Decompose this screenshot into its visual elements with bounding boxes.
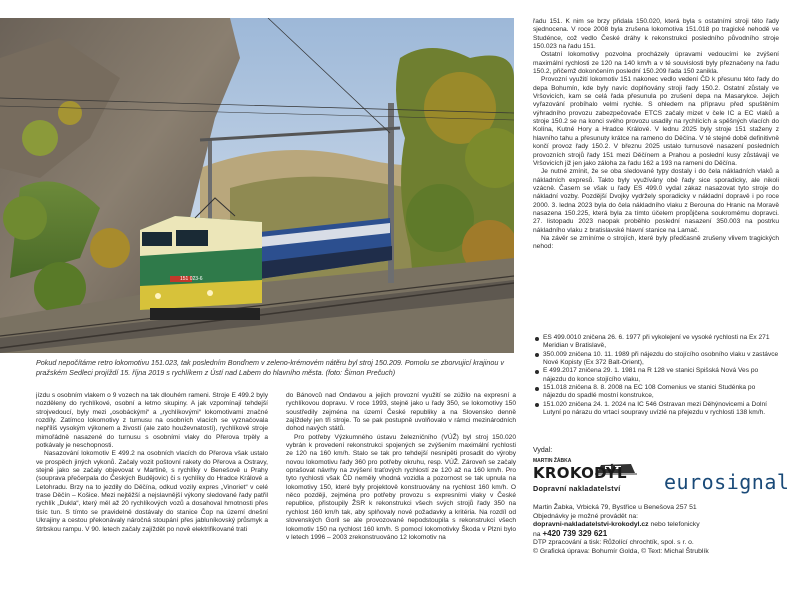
list-item: 151.020 zničena 24. 1. 2024 na IC 546 Ostravan mezi Děhýnovicemi a Dolní Lutyní po nárazu do vrtací soupravy uvízlé na přejezdu v rychlosti 138 km/h. bbox=[533, 401, 779, 418]
logo-small-text: MARTIN ŽÁBKA bbox=[533, 458, 572, 464]
publisher-phone[interactable]: +420 739 329 621 bbox=[542, 528, 608, 538]
order-info: Objednávky je možné provádět na: bbox=[533, 512, 639, 520]
publisher-label: Vydal: bbox=[533, 447, 553, 454]
paragraph: Ostatní lokomotivy pozvolna procházely úpravami vedoucími ke zvýšení maximální rychlosti ze 120 na 140 km/h a v té souvislosti byly přeznačeny na řadu 150.2, přičemž dokončením poslední 150.209 řada 150 zanikla. bbox=[533, 51, 779, 76]
paragraph: řadu 151. K nim se brzy přidala 150.020, která byla s ostatními stroji této řady sjednocena. V roce 2008 byla zrušena lokomotiva 151.018 po tragické nehodě ve Studénce, což vedlo České dráhy k rekonstrukci posledního původního stroje 150.023 na řadu 151. bbox=[533, 18, 779, 51]
publisher-address: Martin Žabka, Vrbická 79, Bystřice u Benešova 257 51 bbox=[533, 504, 697, 511]
article-column-2 bbox=[286, 392, 516, 584]
accident-list bbox=[533, 334, 779, 417]
photo-locomotive-train bbox=[0, 18, 514, 353]
paragraph: Nasazování lokomotiv E 499.2 na osobních vlacích do Přerova však ustalo ve prospěch jiných vykonů. Začaly vozit poštovní rakety do Přerova a Ostravy, stejně jako se začaly objevovat v Martině, s rychlíky v Benešově u Prahy (souprava přečerpala do Českých Budějovic) či s rychlíky do Hradce Králové a Letohradu. Brzy na to jezdily do Děčína, odkud vozily expres „Vinoriet“ v celé trase Děčín – Košice. Mezi nejtěžší a nejslavnější výkony sledované řady patřil rychlík „Dukla“, který měl až 20 rychlíkových vozů a dosahoval hmotnosti přes tisíc tun. S tímto se pravidelně dostávaly do stanice Čop na území dnešní Ukrajiny a cestou překonávaly náročná stoupání přes jabluníkovský průsmyk a štrbskou rampu. V 90. letech začaly zajíždět po nově elektrifikované trati bbox=[36, 450, 268, 533]
list-item: 350.009 zničena 10. 11. 1989 při nájezdu do stojícího osobního vlaku v zastávce Nové Kopisty (Ex 372 Balt-Orient), bbox=[533, 351, 779, 368]
logo-sub-text: Dopravní nakladatelství bbox=[533, 484, 621, 493]
paragraph: do Bánovců nad Ondavou a jejich provozní využití se zúžilo na expresní a rychlíkovou dopravu. V roce 1993, stejně jako u řady 350, se lokomotivy 150 soustředily zejména na území České republiky a na Slovensko denně zajíždely jen tři stroje. To se pak postupně uvolňovalo v rámci mezinárodních dohod navých států. bbox=[286, 392, 516, 433]
krokodyl-logo bbox=[533, 458, 641, 496]
paragraph: Na závěr se zmíníme o strojích, které byly předčasně zrušeny vlivem tragických nehod: bbox=[533, 234, 779, 251]
photo-image bbox=[0, 18, 514, 353]
eurosignal-logo: eurosignal bbox=[664, 470, 790, 494]
article-column-1 bbox=[36, 392, 268, 584]
locomotive-number-plate: 151 023-6 bbox=[180, 276, 203, 282]
article-column-3 bbox=[533, 18, 779, 336]
publisher-email[interactable]: dopravni-nakladatelstvi-krokodyl.cz bbox=[533, 521, 649, 529]
paragraph: Provozní využití lokomotiv 151 nakonec vedlo vedení ČD k přesunu této řady do depa Bohumín, kde byly navíc doplňovány stroji řady 150.2. Ostatní zůstaly ve Vršovicích, kam se celá řada přesunula po zrušení depa na Masarykce. Jejich vyřazování probíhalo velmi rychle. S ohledem na přípravu před spuštěním výhradního provozu zabezpečovače ETCS začaly mizet v čele IC a EC vlaků a stroje 150.2 se na konci svého provozu usadily na rychlících a spěšných vlacích do Kolína, Kutné Hory a Hradce Králové. V lednu 2025 byly stroje 151 staženy z hlavního tahu a přesunuty krátce na rameno do Děčína. V té stejné době definitivně končí provoz řady 150.2. V březnu 2025 ustalo turnusové nasazení posledních provozních strojů řady 151 mezi Děčínem a Prahou a poslední kusy zůstávají ve Vršovicích již jen jako záloha za řadu 162 a 193 na rameni do Děčína. bbox=[533, 76, 779, 167]
dtp-info: DTP zpracování a tisk: Růžolící chrochtík, spol. s r. o. bbox=[533, 539, 694, 547]
phone-label: na bbox=[533, 530, 541, 538]
paragraph: Pro potřeby Výzkumného ústavu železničního (VÚŽ) byl stroj 150.020 vybrán k provedení rekonstrukci spojených se zvýšením maximální rychlosti ze 120 na 160 km/h. Stalo se tak pro tehdejší nesnipěti prosadit do výroby novou lokomotivu řady 360 pro potřeby okruhu, resp. VÚŽ. Zároveň se začaly oprašovat návrhy na zvýšení traťových rychlostí ze 120 až na 160 km/h. Pro tyto rychlosti však ČD neměly vhodná vozidla a pozornost se tak upnula na lokomotivy 150, které byly projektově konstruovány na rychlost 160 km/h. O něco později, zejména pro potřeby provozu s expresními vlaky v České republice, přistoupily ŽSR k rekonstrukci všech svých strojů řady 350 na rychlost 160 km/h tak, aby splňovaly nové požadavky a kritéria. Na rozdíl od slovenských Goril se ale provozované nepodstoupila s rekonstrukcí všech lokomotiv 150 na rychlost 160 km/h. S pomocí lokomotivky Škoda v Plzni bylo v letech 1996 – 2003 zrekonstruováno 12 lokomotiv na bbox=[286, 433, 516, 541]
publisher-info bbox=[533, 504, 793, 557]
logo-main-text: KROKODÝL bbox=[533, 464, 627, 482]
photo-caption: Pokud nepočítáme retro lokomotivu 151.023, tak posledním Bonďnem v zeleno-krémovém nátěru byl stroj 150.209. Pomolu se zborvujicí krajinou v pražském Sedleci projíždí 15. října 2019 s rychlíkem z Ústí nad Labem do hlavního města. (foto: Šimon Prečuch) bbox=[36, 358, 504, 377]
list-item: 151.018 zničena 8. 8. 2008 na EC 108 Comenius ve stanici Studénka po nájezdu do spadlé mostní konstrukce, bbox=[533, 384, 779, 401]
paragraph: Je nutné zmínit, že se oba sledované typy dostaly i do čela nákladních vlaků a nákladních expresů. Takto byly využívány obě řady sice sporadicky, ale nikoli vzácně. Časem se však u řady ES 499.0 vydal zákaz nasazovat tyto stroje do nákladní vozby. Pozdější Dvojky vydržely sporadicky v nákladní dopravě i po roce 2000. 3. ledna 2023 byla do čela nákladního vlaku z Berouna do Hranic na Moravě nasazena 150.225, která byla za tímto účelem propůjčena soukromému dopravci. 27. listopadu 2023 naopak proběhlo poslední nasazení 350.003 na postrku nákladního vlaku z bratislavské hlavní stanice na Lamač. bbox=[533, 168, 779, 234]
credits: © Grafická úprava: Bohumír Golda, © Text: Michal Štrublík bbox=[533, 547, 709, 555]
list-item: ES 499.0010 zničena 26. 6. 1977 při vykolejení ve vysoké rychlosti na Ex 271 Meridian v Bratislavě, bbox=[533, 334, 779, 351]
paragraph: jízdu s osobním vlakem o 9 vozech na tak dlouhém rameni. Stroje E 499.2 byly nozděleny do rychlíkové, osobní a letmo skupiny. A jak vzpomínají tehdejší strojvedoucí, byly mezi „osobáckými“ a „rychlíkovými“ lokomotivami značné rozdíly. Zatímco lokomotivy z turnusu na osobních vlacích se vyznačovala nepříliš vysokým výkonem a živostí (ale zato houževnatostí), rychlíkové stroje mimořádně nasazené do turnusu s osobními vlaky do Přerova trpěly a potkávaly je neschopnosti. bbox=[36, 392, 268, 450]
phone-prefix: nebo telefonicky bbox=[650, 521, 700, 529]
list-item: E 499.2017 zničena 29. 1. 1981 na R 128 ve stanici Spišská Nová Ves po nájezdu do konce stojícího vlaku, bbox=[533, 367, 779, 384]
